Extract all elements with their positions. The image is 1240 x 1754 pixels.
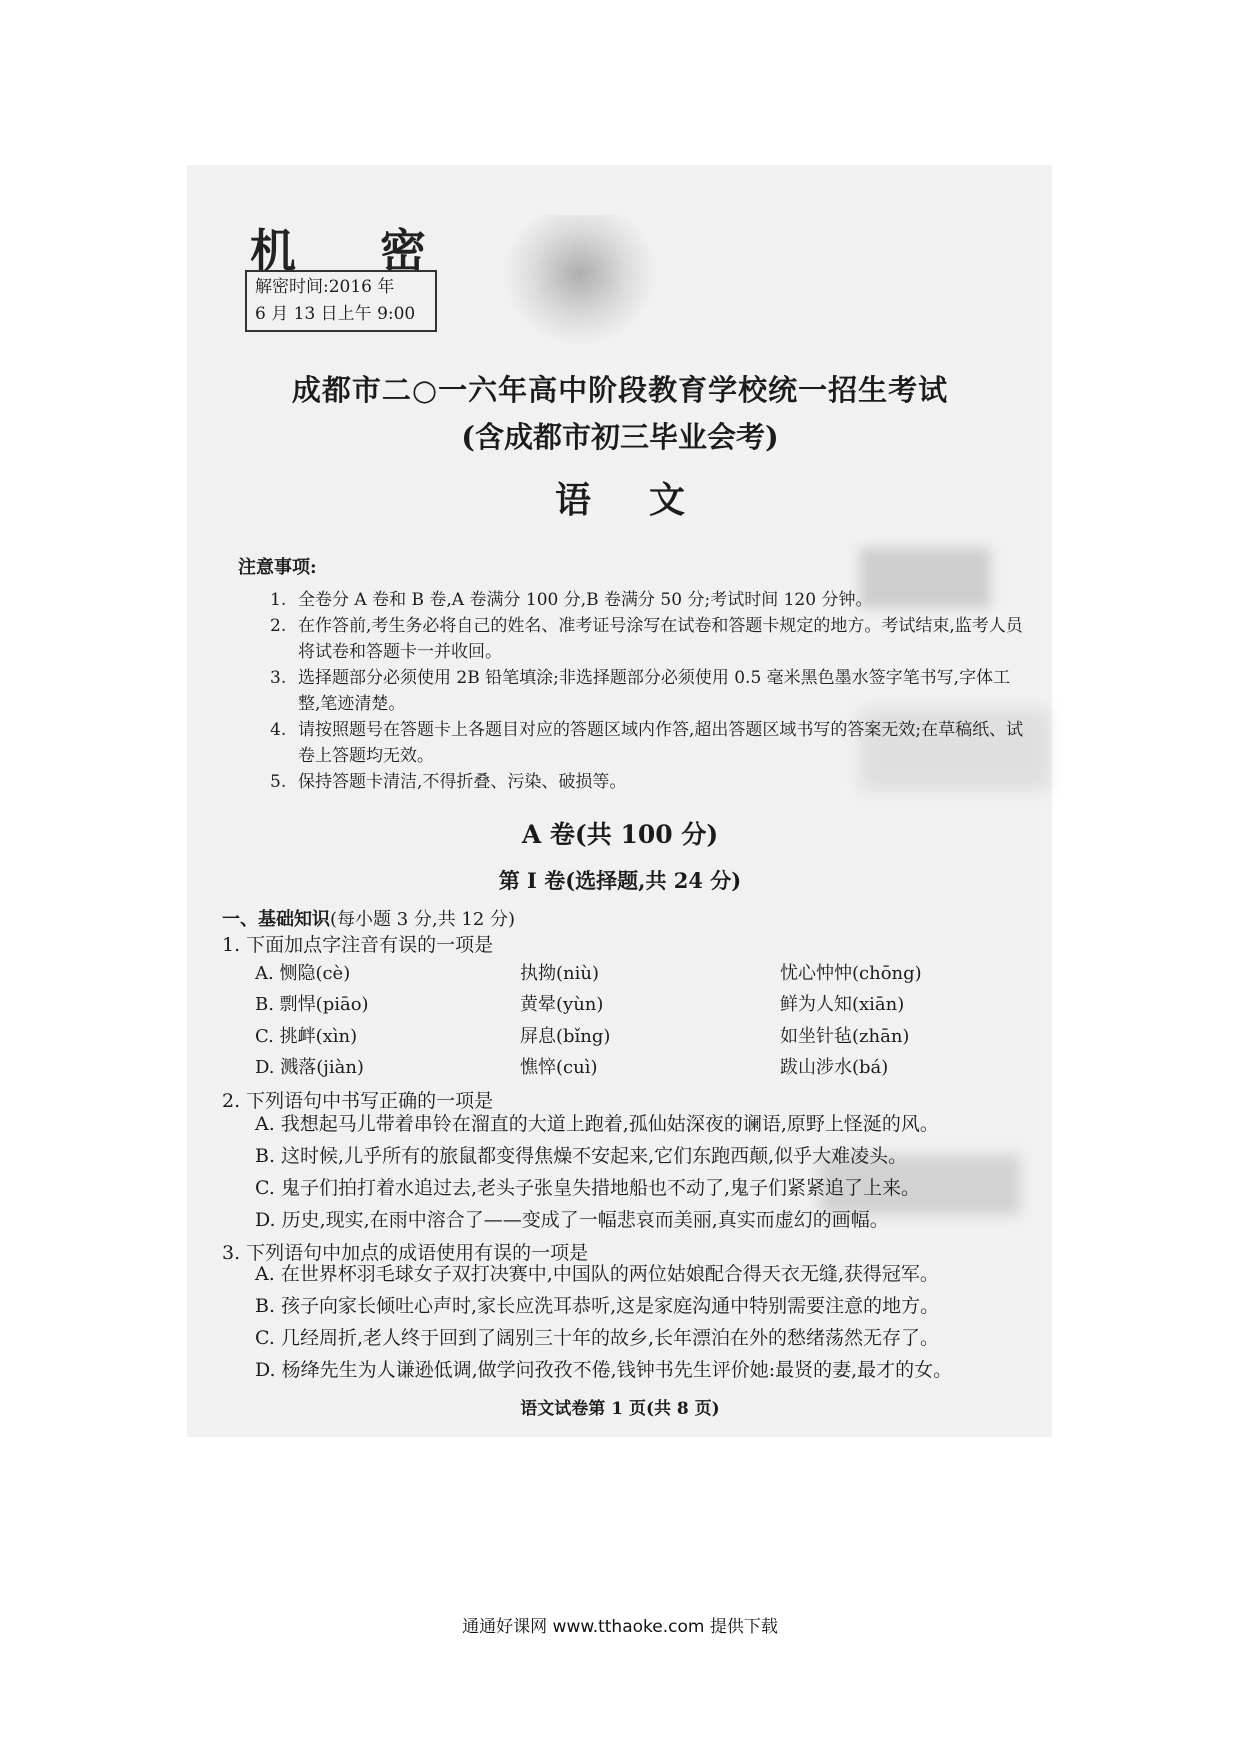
question-2-options — [255, 1108, 939, 1236]
notice-item: 5. 保持答题卡清洁,不得折叠、污染、破损等。 — [270, 772, 627, 792]
section-label: 一、基础知识 — [222, 909, 330, 930]
question-1-options — [255, 956, 975, 1082]
option-item: A. 我想起马儿带着串铃在溜直的大道上跑着,孤仙姑深夜的谰语,原野上怪涎的风。 — [255, 1113, 939, 1135]
exam-subtitle: (含成都市初三毕业会考) — [461, 420, 779, 454]
secret-label: 机 密 — [250, 224, 461, 278]
part-a-title: A 卷(共 100 分) — [521, 820, 719, 849]
option-row: C. 挑衅(xìn) 屏息(bǐng) 如坐针毡(zhān) — [255, 1025, 910, 1047]
exam-title: 成都市二○一六年高中阶段教育学校统一招生考试 — [291, 373, 949, 407]
option-item: A. 在世界杯羽毛球女子双打决赛中,中国队的两位姑娘配合得天衣无缝,获得冠军。 — [255, 1263, 939, 1285]
notice-item: 1. 全卷分 A 卷和 B 卷,A 卷满分 100 分,B 卷满分 50 分;考试时间 120 分钟。 — [270, 590, 873, 610]
notice-item: 3. 选择题部分必须使用 2B 铅笔填涂;非选择题部分必须使用 0.5 毫米黑色墨水签字笔书写,字体工整,笔迹清楚。 — [270, 668, 1011, 714]
declassification-box — [245, 270, 437, 332]
question-3-options — [255, 1258, 952, 1386]
subject-title: 语文 — [554, 479, 743, 521]
option-item: C. 几经周折,老人终于回到了阔别三十年的故乡,长年漂泊在外的愁绪荡然无存了。 — [255, 1327, 940, 1349]
option-item: D. 杨绛先生为人谦逊低调,做学问孜孜不倦,钱钟书先生评价她:最贤的妻,最才的女。 — [255, 1359, 953, 1381]
notice-list — [270, 587, 1030, 795]
question-1-stem: 1. 下面加点字注音有误的一项是 — [222, 934, 494, 956]
ink-smudge — [505, 215, 655, 345]
option-row: D. 溅落(jiàn) 憔悴(cuì) 跋山涉水(bá) — [255, 1057, 889, 1079]
option-item: B. 孩子向家长倾吐心声时,家长应洗耳恭听,这是家庭沟通中特别需要注意的地方。 — [255, 1295, 940, 1317]
notice-item: 4. 请按照题号在答题卡上各题目对应的答题区域内作答,超出答题区域书写的答案无效;在草稿纸、试卷上答题均无效。 — [270, 720, 1024, 766]
notice-heading: 注意事项: — [238, 557, 317, 578]
section-heading — [222, 905, 515, 931]
source-watermark: 通通好课网 www.tthaoke.com 提供下载 — [462, 1617, 778, 1637]
declass-line-2: 6 月 13 日上午 9:00 — [255, 304, 416, 324]
notice-item: 2. 在作答前,考生务必将自己的姓名、准考证号涂写在试卷和答题卡规定的地方。考试结束,监考人员将试卷和答题卡一并收回。 — [270, 616, 1023, 662]
question-3-stem: 3. 下列语句中加点的成语使用有误的一项是 — [222, 1242, 589, 1264]
page-number: 语文试卷第 1 页(共 8 页) — [520, 1399, 720, 1419]
section-points: (每小题 3 分,共 12 分) — [330, 909, 516, 930]
volume-title: 第 I 卷(选择题,共 24 分) — [498, 868, 742, 893]
option-item: D. 历史,现实,在雨中溶合了——变成了一幅悲哀而美丽,真实而虚幻的画幅。 — [255, 1209, 889, 1231]
declass-line-1: 解密时间:2016 年 — [255, 277, 395, 297]
option-row: B. 剽悍(piāo) 黄晕(yùn) 鲜为人知(xiān) — [255, 994, 905, 1016]
option-row: A. 恻隐(cè) 执拗(niù) 忧心忡忡(chōng) — [255, 962, 922, 984]
option-item: B. 这时候,儿乎所有的旅鼠都变得焦燥不安起来,它们东跑西颠,似乎大难凌头。 — [255, 1145, 908, 1167]
question-2-stem: 2. 下列语句中书写正确的一项是 — [222, 1090, 494, 1112]
option-item: C. 鬼子们拍打着水追过去,老头子张皇失措地船也不动了,鬼子们紧紧追了上来。 — [255, 1177, 921, 1199]
